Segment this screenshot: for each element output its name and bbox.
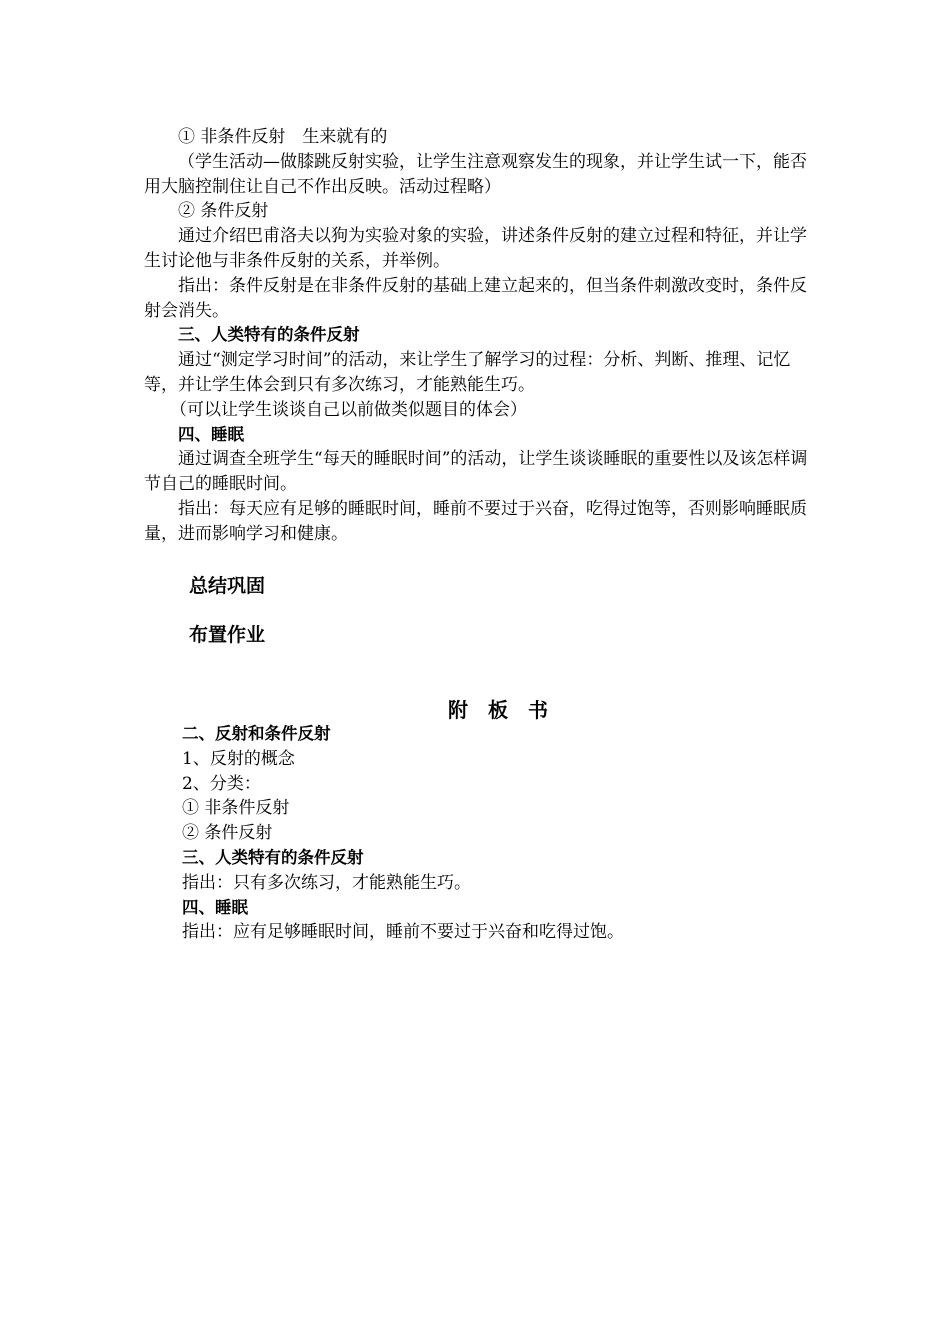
section3-heading: 三、人类特有的条件反射 (178, 325, 360, 345)
section3-paragraph: 通过“测定学习时间”的活动，来让学生了解学习的过程：分析、判断、推理、记忆等，并让学生体会到只有多次练习，才能熟能生巧。 (144, 350, 791, 395)
section4-paragraph: 通过调查全班学生“每天的睡眠时间”的活动，让学生谈谈睡眠的重要性以及该怎样调节自己的睡眠时间。 (144, 449, 808, 495)
item-conditioned-reflex: ② 条件反射 (178, 201, 269, 222)
lesson-body (144, 125, 808, 547)
blackboard-outline (182, 722, 802, 945)
board-title: 附 板 书 (448, 698, 548, 722)
board-line: 指出：只有多次练习，才能熟能生巧。 (182, 872, 471, 893)
section3-note: （可以让学生谈谈自己以前做类似题目的体会） (170, 399, 527, 420)
conditioned-reflex-point: 指出：条件反射是在非条件反射的基础上建立起来的，但当条件刺激改变时，条件反射会消失。 (144, 275, 807, 321)
board-line: 二、反射和条件反射 (182, 724, 331, 743)
section4-heading: 四、睡眠 (178, 424, 244, 444)
section4-point: 指出：每天应有足够的睡眠时间，睡前不要过于兴奋，吃得过饱等，否则影响睡眠质量，进而影响学习和健康。 (144, 498, 807, 544)
board-line: 1、反射的概念 (182, 748, 295, 769)
pavlov-paragraph: 通过介绍巴甫洛夫以狗为实验对象的实验，讲述条件反射的建立过程和特征，并让学生讨论他与非条件反射的关系，并举例。 (144, 226, 807, 271)
board-line: ② 条件反射 (182, 823, 273, 844)
summary-heading: 总结巩固 (189, 575, 266, 597)
board-line: ① 非条件反射 (182, 798, 290, 819)
board-line: 指出：应有足够睡眠时间，睡前不要过于兴奋和吃得过饱。 (182, 922, 624, 943)
homework-heading: 布置作业 (189, 624, 266, 646)
board-line: 三、人类特有的条件反射 (182, 847, 364, 867)
student-activity-note: （学生活动—做膝跳反射实验，让学生注意观察发生的现象，并让学生试一下，能否用大脑控制住让自己不作出反映。活动过程略） (144, 151, 807, 197)
board-line: 2、分类： (182, 773, 261, 794)
item-unconditioned-reflex: ① 非条件反射 生来就有的 (178, 127, 388, 147)
board-line: 四、睡眠 (182, 897, 248, 917)
